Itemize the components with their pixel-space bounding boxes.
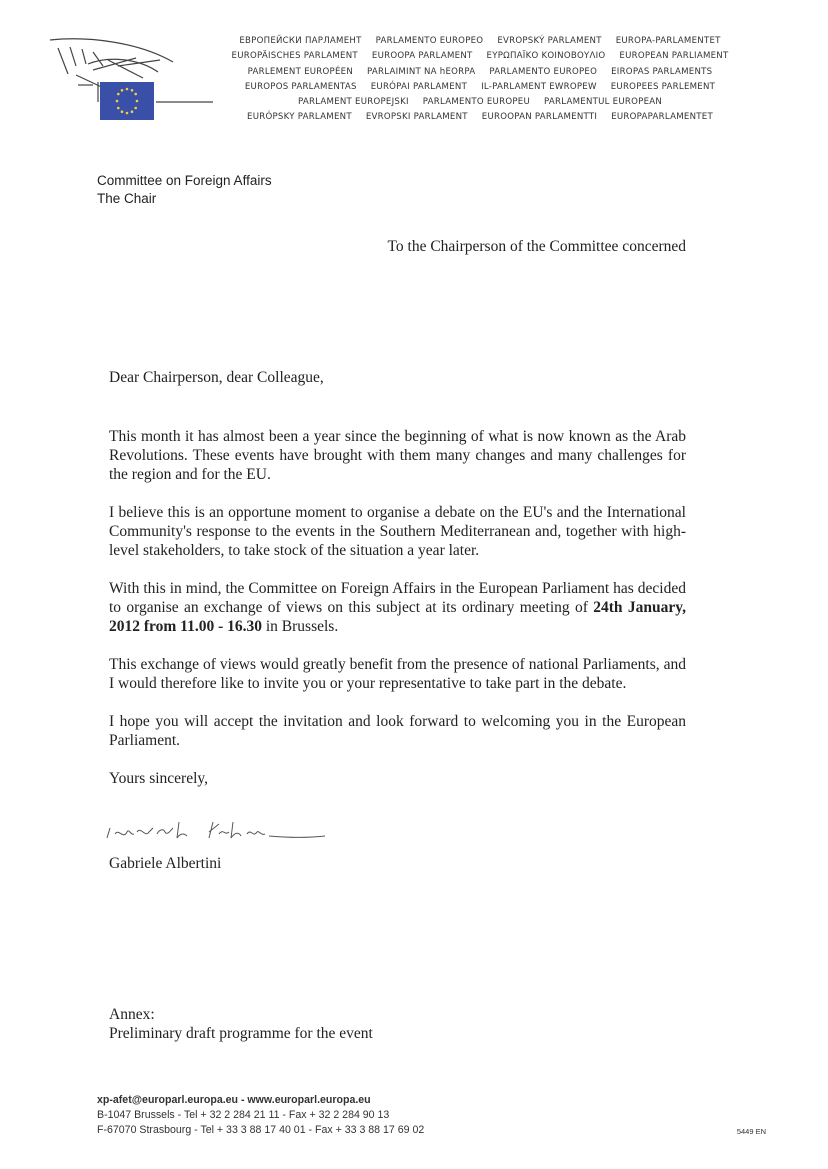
european-parliament-logo-icon xyxy=(48,30,223,130)
signer-name: Gabriele Albertini xyxy=(109,855,222,872)
footer-brussels: B-1047 Brussels - Tel + 32 2 284 21 11 - Fax + 32 2 284 90 13 xyxy=(97,1109,390,1121)
eu-flag-icon xyxy=(100,82,154,120)
names-row: EUROPÄISCHES PARLAMENT EUROOPA PARLAMENT ΕΥΡΩΠΑΪΚΟ ΚΟΙΝΟΒΟΥΛΙΟ EUROPEAN PARLIAMENT xyxy=(231,51,729,62)
names-row: ЕВРОПЕЙСКИ ПАРЛАМЕНТ PARLAMENTO EUROPEO EVROPSKÝ PARLAMENT EUROPA-PARLAMENTET xyxy=(239,36,721,46)
committee-name: Committee on Foreign Affairs xyxy=(97,173,272,188)
recipient-line: To the Chairperson of the Committee concerned xyxy=(387,238,686,255)
sender-block xyxy=(97,172,272,208)
closing: Yours sincerely, xyxy=(109,770,209,787)
salutation: Dear Chairperson, dear Colleague, xyxy=(109,369,324,386)
paragraph-1: This month it has almost been a year since the beginning of what is now known as the Arab Revolutions. These events have brought with them many changes and many challenges for the region and for the EU. xyxy=(109,428,686,483)
sender-role: The Chair xyxy=(97,191,157,206)
document-reference: 5449 EN xyxy=(736,1127,766,1136)
annex-item: Preliminary draft programme for the event xyxy=(109,1025,373,1042)
footer xyxy=(97,1093,424,1138)
paragraph-4: This exchange of views would greatly benefit from the presence of national Parliaments, and I would therefore like to invite you or your representative to take part in the debate. xyxy=(109,656,686,692)
paragraph-2: I believe this is an opportune moment to organise a debate on the EU's and the International Community's response to the events in the Southern Mediterranean and, together with high-level stakeholders, to take stock of the situation a year later. xyxy=(109,504,686,559)
parliament-names xyxy=(200,34,760,126)
names-row: PARLAMENT EUROPEJSKI PARLAMENTO EUROPEU PARLAMENTUL EUROPEAN xyxy=(297,97,663,108)
names-row: EURÓPSKY PARLAMENT EVROPSKI PARLAMENT EUROOPAN PARLAMENTTI EUROPAPARLAMENTET xyxy=(247,112,713,123)
meeting-date: 24th January, 2012 from 11.00 - 16.30 xyxy=(109,599,686,635)
footer-contact: xp-afet@europarl.europa.eu - www.europarl.europa.eu xyxy=(97,1094,371,1106)
footer-strasbourg: F-67070 Strasbourg - Tel + 33 3 88 17 40 01 - Fax + 33 3 88 17 69 02 xyxy=(97,1124,425,1136)
annex xyxy=(109,1005,373,1043)
names-row: EUROPOS PARLAMENTAS EURÓPAI PARLAMENT IL-PARLAMENT EWROPEW EUROPEES PARLEMENT xyxy=(244,81,716,92)
letter-body xyxy=(109,368,686,873)
names-row: PARLEMENT EUROPÉEN PARLAIMINT NA hEORPA PARLAMENTO EUROPEO EIROPAS PARLAMENTS xyxy=(247,66,713,77)
annex-label: Annex: xyxy=(109,1006,155,1023)
paragraph-5: I hope you will accept the invitation and look forward to welcoming you in the European Parliament. xyxy=(109,713,686,749)
handwritten-signature-icon xyxy=(101,810,331,850)
paragraph-3: With this in mind, the Committee on Foreign Affairs in the European Parliament has decided to organise an exchange of views on this subject at its ordinary meeting of 24th January, 2012 from 11.00 - 16.30 in Brussels. xyxy=(109,580,686,635)
